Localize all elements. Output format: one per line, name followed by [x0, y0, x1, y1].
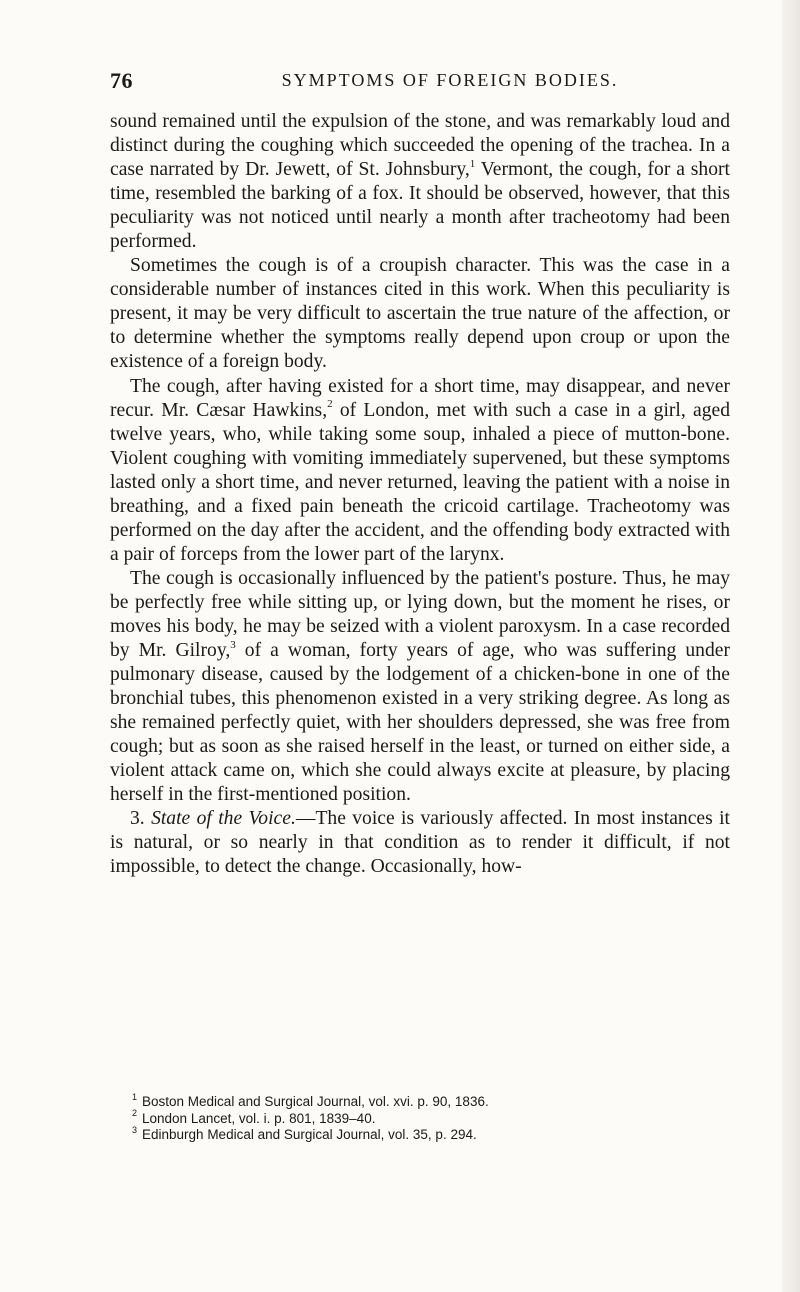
footnote-ref-1: 1 — [469, 157, 476, 170]
footnote-2 — [132, 1108, 712, 1128]
page-header — [110, 68, 730, 100]
running-head: SYMPTOMS OF FOREIGN BODIES. — [281, 70, 619, 90]
paragraph-1-text-a: sound remained until the expulsion of the stone, and was remarkably loud and distinct during the coughing which succeeded the opening of the trachea. In a case narrated by Dr. Jewett, of St. Johnsbury, — [110, 111, 730, 181]
footnote-3-mark: 3 — [132, 1124, 138, 1135]
footnote-1 — [132, 1091, 712, 1111]
footnote-2-mark: 2 — [132, 1108, 138, 1118]
footnote-3-text: Edinburgh Medical and Surgical Journal, vol. 35, p. 294. — [142, 1127, 477, 1142]
paragraph-3 — [110, 375, 730, 567]
page-edge-shadow — [782, 0, 800, 1292]
footnote-ref-3: 3 — [230, 638, 236, 651]
body-text — [110, 110, 730, 880]
paragraph-3-text-a: The cough, after having existed for a short time, may disappear, and never recur. Mr. Cæsar Hawkins, — [110, 375, 730, 421]
footnote-2-text: London Lancet, vol. i. p. 801, 1839–40. — [142, 1110, 376, 1126]
paragraph-1 — [110, 110, 730, 254]
footnote-ref-2: 2 — [327, 398, 333, 411]
footnotes — [132, 1091, 712, 1144]
paragraph-1-text-b: Vermont, the cough, for a short time, resembled the barking of a fox. It should be observed, however, that this peculiarity was not noticed until nearly a month after tracheotomy had been performed. — [110, 159, 730, 253]
footnote-3 — [132, 1124, 712, 1144]
section-number: 3. — [130, 808, 152, 830]
paragraph-4 — [110, 567, 730, 807]
paragraph-3-text-b: of London, met with such a case in a girl, aged twelve years, who, while taking some soup, inhaled a piece of mutton-bone. Violent coughing with vomiting immediately supervened, but these symptoms lasted only a short time, and never returned, leaving the patient with a noise in breathing, and a fixed pain beneath the cricoid cartilage. Tracheotomy was performed on the day after the accident, and the offending body extracted with a pair of forceps from the lower part of the larynx. — [110, 399, 730, 565]
paragraph-2 — [110, 254, 730, 374]
page-number: 76 — [110, 68, 133, 93]
section-heading: State of the Voice. — [151, 808, 296, 830]
paragraph-4-text-b: of a woman, forty years of age, who was suffering under pulmonary disease, caused by the lodgement of a chicken-bone in one of the bronchial tubes, this phenomenon existed in a very striking degree. As long as she remained perfectly quiet, with her shoulders depressed, she was free from cough; but as soon as she raised herself in the least, or turned on either side, a violent attack came on, which she could always excite at pleasure, by placing herself in the first-mentioned position. — [110, 640, 730, 806]
footnote-1-text: Boston Medical and Surgical Journal, vol. xvi. p. 90, 1836. — [142, 1094, 489, 1109]
paragraph-5-text: —The voice is variously affected. In most instances it is natural, or so nearly in that condition as to render it difficult, if not impossible, to detect the change. Occasionally, how- — [110, 808, 730, 878]
paragraph-5 — [110, 807, 730, 879]
paragraph-2-text: Sometimes the cough is of a croupish character. This was the case in a considerable number of instances cited in this work. When this peculiarity is present, it may be very difficult to ascertain the true nature of the affection, or to determine whether the symptoms really depend upon croup or upon the existence of a foreign body. — [110, 255, 730, 373]
paragraph-4-text-a: The cough is occasionally influenced by the patient's posture. Thus, he may be perfectly free while sitting up, or lying down, but the moment he rises, or moves his body, he may be seized with a violent paroxysm. In a case recorded by Mr. Gilroy, — [110, 567, 730, 662]
footnote-1-mark: 1 — [132, 1091, 138, 1102]
